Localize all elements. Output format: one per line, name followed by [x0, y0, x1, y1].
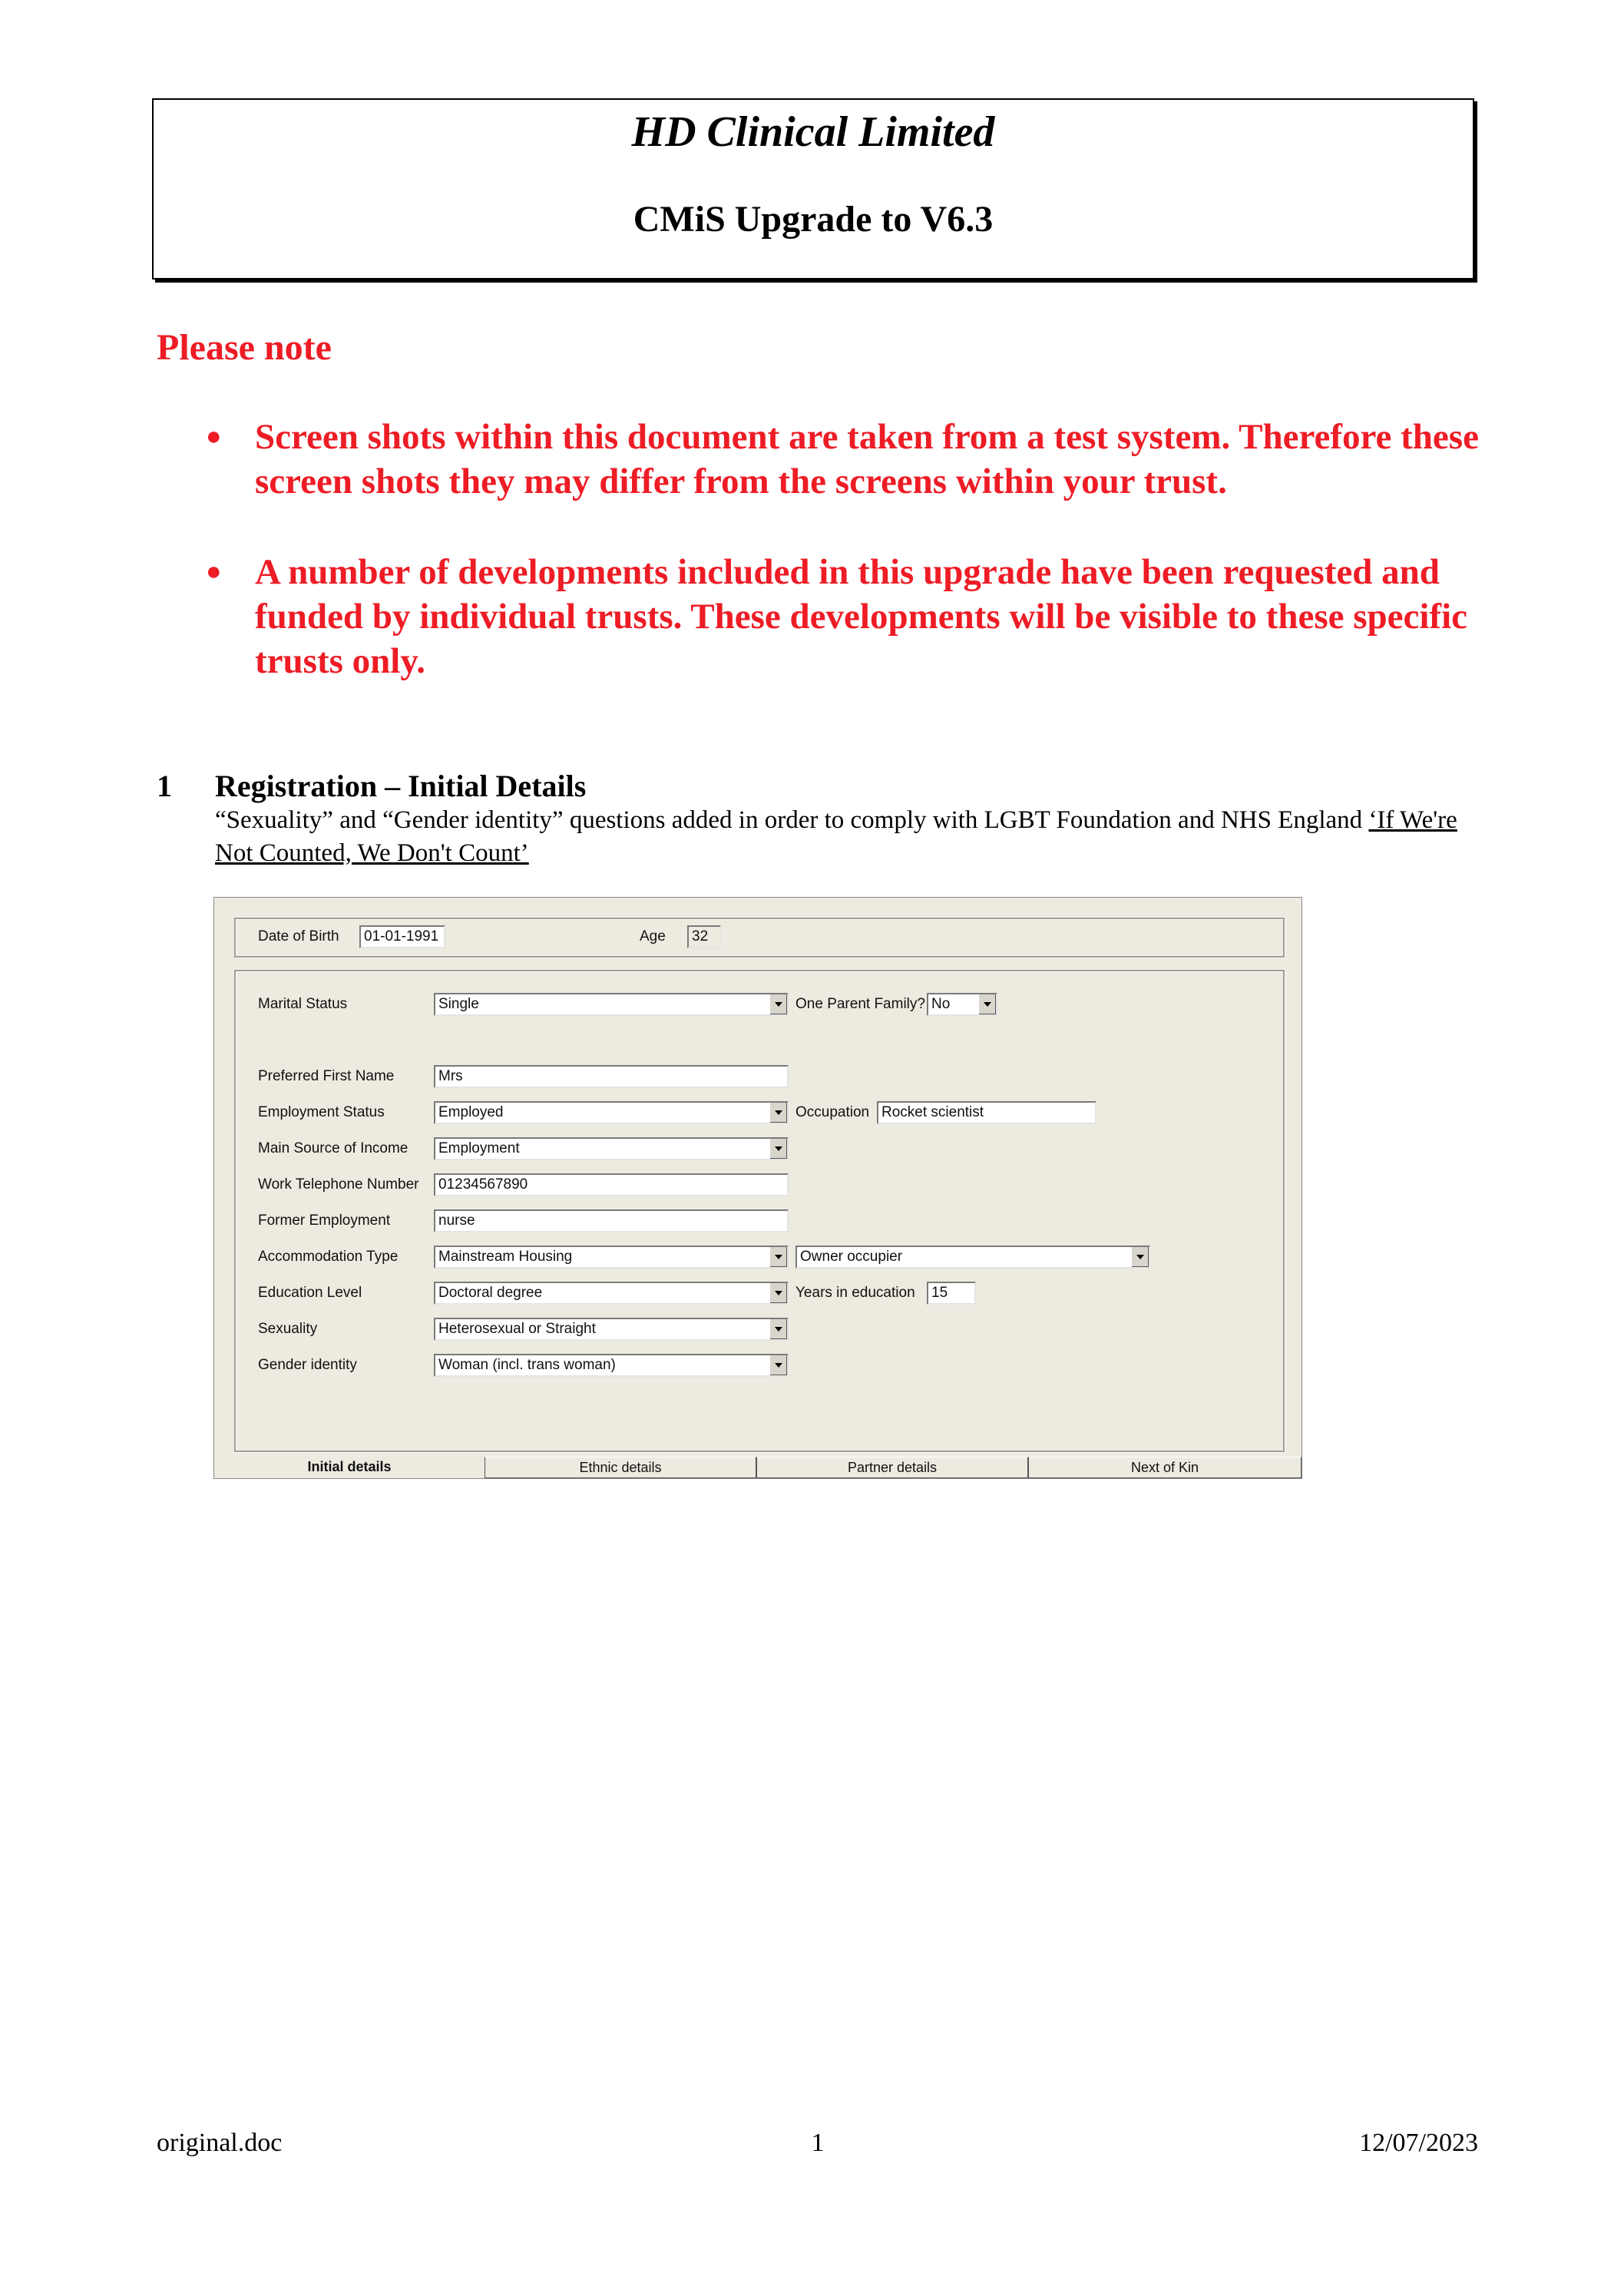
marital-status-value: Single — [438, 996, 479, 1012]
section-body — [215, 804, 1474, 870]
note-bullet-text: Screen shots within this document are taken from a test system. Therefore these screen shots they may differ from the screens within your trust. — [255, 417, 1479, 501]
dropdown-arrow-icon[interactable] — [1131, 1247, 1149, 1267]
work-phone-label: Work Telephone Number — [258, 1176, 419, 1193]
dropdown-arrow-icon[interactable] — [769, 1139, 787, 1159]
sexuality-label: Sexuality — [258, 1321, 318, 1337]
footer-date: 12/07/2023 — [1359, 2129, 1478, 2157]
education-select[interactable] — [434, 1282, 789, 1305]
section-title: Registration – Initial Details — [215, 769, 587, 803]
sexuality-select[interactable] — [434, 1318, 789, 1341]
tab-strip — [214, 1457, 1303, 1478]
note-bullet — [201, 415, 1491, 504]
education-value: Doctoral degree — [438, 1285, 543, 1301]
tab-partner-details[interactable]: Partner details — [756, 1457, 1028, 1478]
section-number: 1 — [157, 769, 172, 803]
section-link[interactable]: ‘If We're Not Counted, We Don't Count’ — [215, 806, 1457, 867]
dropdown-arrow-icon[interactable] — [769, 1103, 787, 1123]
registration-screenshot — [213, 897, 1302, 1479]
age-field: 32 — [687, 925, 721, 948]
income-select[interactable] — [434, 1137, 789, 1160]
gender-identity-label: Gender identity — [258, 1357, 357, 1373]
company-name: HD Clinical Limited — [631, 108, 995, 156]
tenure-value: Owner occupier — [800, 1249, 903, 1265]
income-label: Main Source of Income — [258, 1140, 408, 1156]
accommodation-label: Accommodation Type — [258, 1249, 399, 1265]
dob-label: Date of Birth — [258, 928, 339, 945]
accommodation-value: Mainstream Housing — [438, 1249, 573, 1265]
dropdown-arrow-icon[interactable] — [769, 1283, 787, 1303]
accommodation-select[interactable] — [434, 1246, 789, 1269]
income-value: Employment — [438, 1140, 520, 1156]
note-bullet — [201, 550, 1491, 683]
years-education-label: Years in education — [795, 1285, 915, 1301]
occupation-field[interactable]: Rocket scientist — [877, 1101, 1096, 1124]
age-label: Age — [640, 928, 666, 945]
please-note-heading: Please note — [157, 327, 332, 368]
preferred-name-label: Preferred First Name — [258, 1068, 395, 1084]
employment-status-value: Employed — [438, 1104, 504, 1120]
dropdown-arrow-icon[interactable] — [978, 994, 996, 1014]
section-body-text: “Sexuality” and “Gender identity” questions added in order to comply with LGBT Foundation and NHS England — [215, 806, 1363, 834]
one-parent-select[interactable] — [927, 993, 997, 1016]
work-phone-field[interactable]: 01234567890 — [434, 1173, 789, 1196]
marital-status-select[interactable] — [434, 993, 789, 1016]
tenure-select[interactable] — [795, 1246, 1150, 1269]
sexuality-value: Heterosexual or Straight — [438, 1321, 596, 1337]
document-subtitle: CMiS Upgrade to V6.3 — [633, 199, 994, 240]
tab-next-of-kin[interactable]: Next of Kin — [1028, 1457, 1302, 1478]
document-title-box — [152, 98, 1474, 280]
gender-identity-select[interactable] — [434, 1354, 789, 1377]
one-parent-label: One Parent Family? — [795, 996, 925, 1012]
employment-status-label: Employment Status — [258, 1104, 385, 1120]
footer-filename: original.doc — [157, 2129, 283, 2157]
former-employment-field[interactable]: nurse — [434, 1209, 789, 1232]
dropdown-arrow-icon[interactable] — [769, 994, 787, 1014]
tab-ethnic-details[interactable]: Ethnic details — [485, 1457, 756, 1478]
gender-identity-value: Woman (incl. trans woman) — [438, 1357, 616, 1373]
dropdown-arrow-icon[interactable] — [769, 1247, 787, 1267]
dob-field[interactable]: 01-01-1991 — [359, 925, 445, 948]
former-employment-label: Former Employment — [258, 1213, 391, 1229]
note-bullet-text: A number of developments included in this upgrade have been requested and funded by individual trusts. These developments will be visible to these specific trusts only. — [255, 552, 1467, 681]
education-label: Education Level — [258, 1285, 362, 1301]
employment-status-select[interactable] — [434, 1101, 789, 1124]
one-parent-value: No — [931, 996, 951, 1012]
dropdown-arrow-icon[interactable] — [769, 1319, 787, 1339]
bullet-icon: ● — [206, 557, 222, 586]
footer-page-number: 1 — [811, 2129, 825, 2157]
bullet-icon: ● — [206, 422, 222, 451]
note-bullet-list — [201, 415, 1491, 729]
preferred-name-field[interactable]: Mrs — [434, 1065, 789, 1088]
dropdown-arrow-icon[interactable] — [769, 1355, 787, 1375]
marital-status-label: Marital Status — [258, 996, 348, 1012]
tab-initial-details[interactable]: Initial details — [214, 1457, 485, 1478]
years-education-field[interactable]: 15 — [927, 1282, 976, 1305]
occupation-label: Occupation — [795, 1104, 870, 1120]
